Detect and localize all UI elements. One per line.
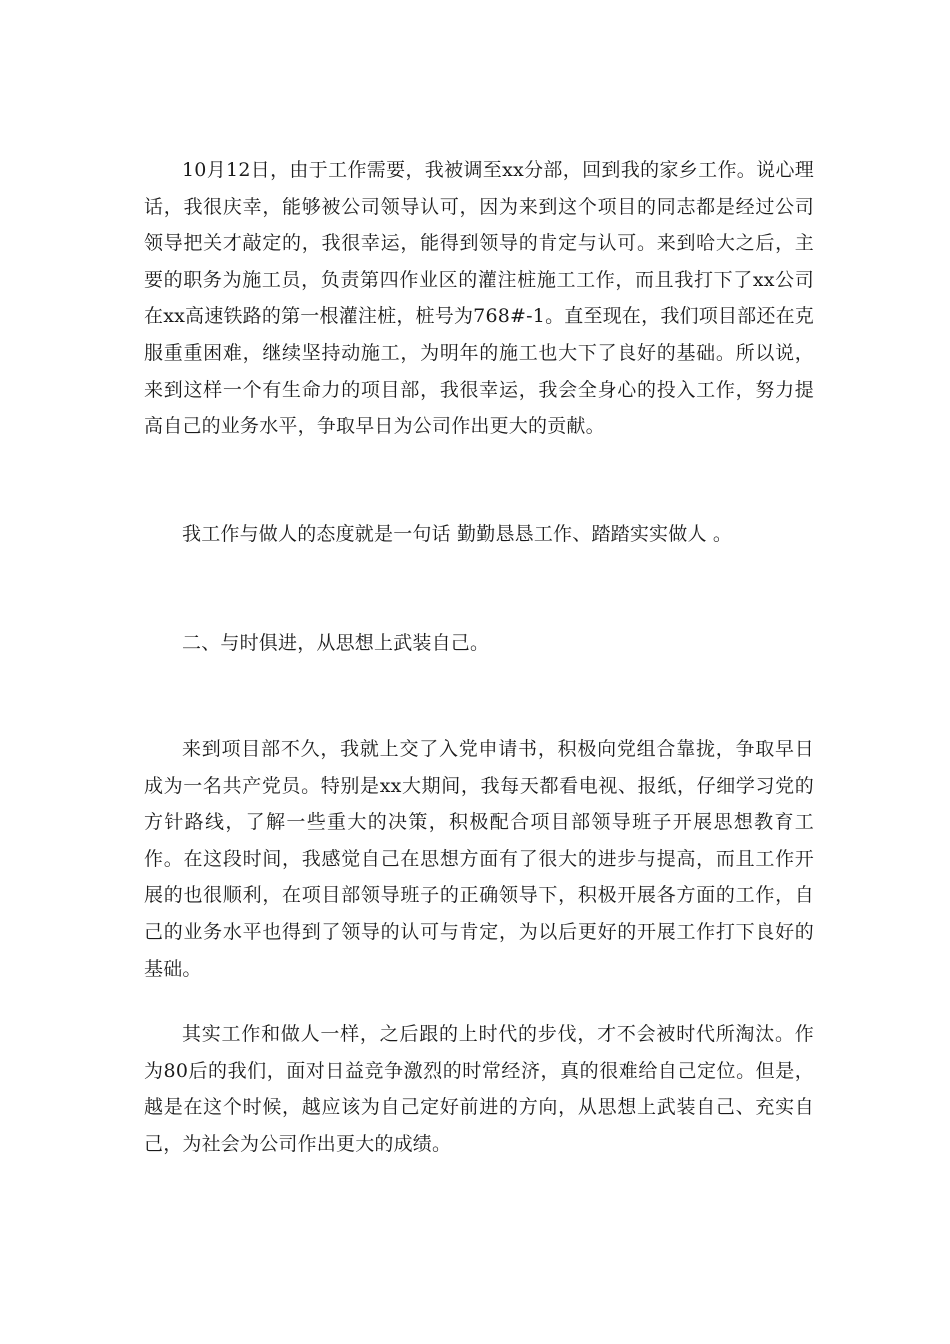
section-heading-two: 二、与时俱进，从思想上武装自己。 [182,632,490,654]
paragraph-keep-pace: 其实工作和做人一样，之后跟的上时代的步伐，才不会被时代所淘汰。作为80后的我们，面对日益竞争激烈的时常经济，真的很难给自己定位。但是，越是在这个时候，越应该为自己定好前进的方向，从思想上武装自己、充实自己，为社会为公司作出更大的成绩。 [144,1023,814,1155]
paragraph-party-application: 来到项目部不久，我就上交了入党申请书，积极向党组合靠拢，争取早日成为一名共产党员。特别是xx大期间，我每天都看电视、报纸，仔细学习党的方针路线，了解一些重大的决策，积极配合项目部领导班子开展思想教育工作。在这段时间，我感觉自己在思想方面有了很大的进步与提高，而且工作开展的也很顺利，在项目部领导班子的正确领导下，积极开展各方面的工作，自己的业务水平也得到了领导的认可与肯定，为以后更好的开展工作打下良好的基础。 [144,738,814,980]
paragraph-work-attitude: 我工作与做人的态度就是一句话 勤勤恳恳工作、踏踏实实做人 。 [182,523,733,545]
paragraph-work-transfer: 10月12日，由于工作需要，我被调至xx分部，回到我的家乡工作。说心理话，我很庆幸，能够被公司领导认可，因为来到这个项目的同志都是经过公司领导把关才敲定的，我很幸运，能得到领导的肯定与认可。来到哈大之后，主要的职务为施工员，负责第四作业区的灌注桩施工工作，而且我打下了xx公司在xx高速铁路的第一根灌注桩，桩号为768#-1。直至现在，我们项目部还在克服重重困难，继续坚持动施工，为明年的施工也大下了良好的基础。所以说，来到这样一个有生命力的项目部，我很幸运，我会全身心的投入工作，努力提高自己的业务水平，争取早日为公司作出更大的贡献。 [144,159,814,438]
